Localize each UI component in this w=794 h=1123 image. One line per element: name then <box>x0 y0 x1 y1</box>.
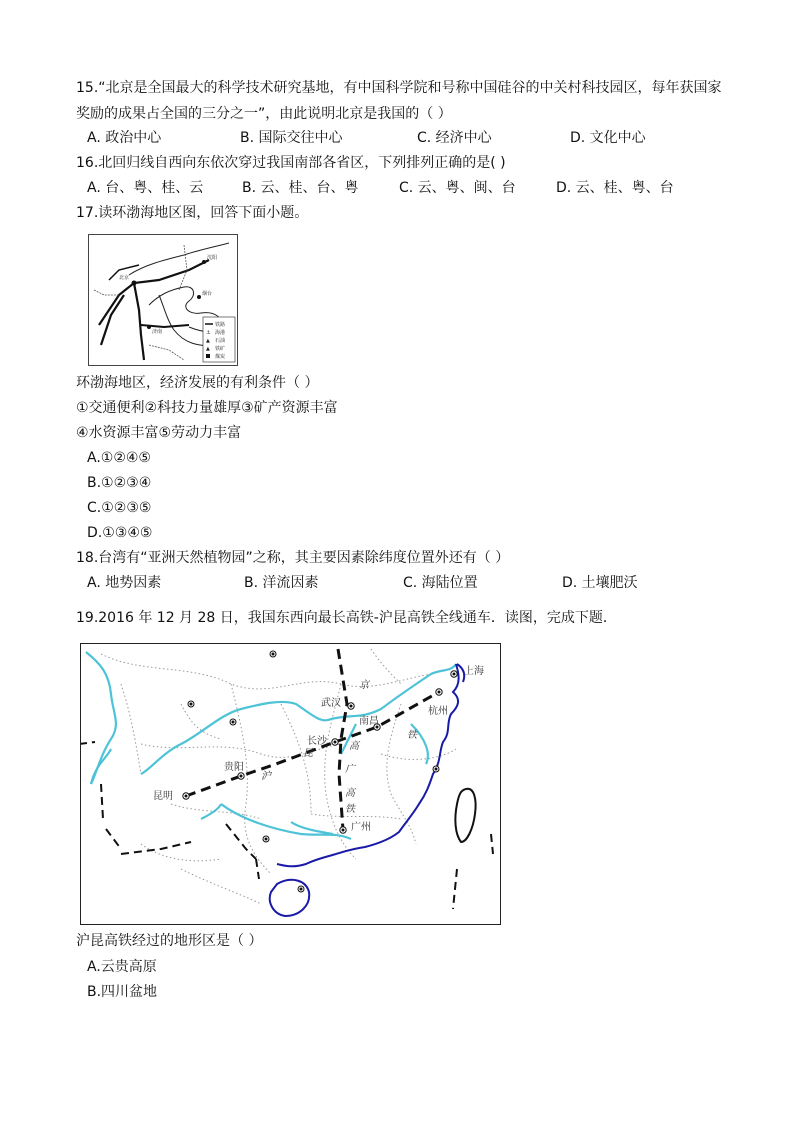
q19-option-b: B.四川盆地 <box>87 984 158 1000</box>
tie1-label: 铁 <box>407 730 417 741</box>
q17-sub-question: 环渤海地区，经济发展的有利条件（ ） <box>76 375 319 391</box>
jing-label: 京 <box>359 680 369 691</box>
kunming-label: 昆明 <box>153 791 173 802</box>
q18-stem: 18.台湾有“亚洲天然植物园”之称，其主要因素除纬度位置外还有（ ） <box>76 550 510 566</box>
q19-option-a: A.云贵高原 <box>87 959 157 975</box>
q19-stem: 19.2016 年 12 月 28 日，我国东西向最长高铁-沪昆高铁全线通车．读图，完成下题． <box>76 610 617 626</box>
gao2-label: 高 <box>345 788 355 799</box>
legend-oil: 石油 <box>215 338 226 344</box>
q18-option-a: A. 地势因素 <box>87 575 162 591</box>
beijing-label: 北京 <box>119 275 130 281</box>
q15-option-a: A. 政治中心 <box>87 130 162 146</box>
q15-stem-line1: 15.“北京是全国最大的科学技术研究基地，有中国科学院和号称中国硅谷的中关村科技园区，每年获国家 <box>76 80 722 96</box>
svg-text:▲: ▲ <box>206 338 210 344</box>
gao1-label: 高 <box>349 741 359 752</box>
q16-stem: 16.北回归线自西向东依次穿过我国南部各省区，下列排列正确的是( ) <box>76 155 506 171</box>
kun-label: 昆 <box>303 748 313 759</box>
q18-option-b: B. 洋流因素 <box>244 575 319 591</box>
wuhan-label: 武汉 <box>321 698 341 709</box>
q17-option-a: A.①②④⑤ <box>87 450 151 466</box>
q17-stem: 17.读环渤海地区图，回答下面小题。 <box>76 205 309 221</box>
q18-option-c: C. 海陆位置 <box>403 575 478 591</box>
q15-option-b: B. 国际交往中心 <box>240 130 343 146</box>
shenyang-label: 沈阳 <box>207 255 218 261</box>
guang-label: 广 <box>345 764 355 775</box>
legend-railway: 铁路 <box>215 322 226 328</box>
q17-option-d: D.①③④⑤ <box>87 525 153 541</box>
legend-port: 海港 <box>215 330 226 336</box>
guangzhou-label: 广州 <box>351 822 371 833</box>
q16-option-c: C. 云、粤、闽、台 <box>399 180 516 196</box>
q17-option-b: B.①②③④ <box>87 475 152 491</box>
q16-option-b: B. 云、桂、台、粤 <box>242 180 359 196</box>
legend-iron: 铁矿 <box>215 346 226 352</box>
hangzhou-label: 杭州 <box>428 706 448 717</box>
q19-sub-question: 沪昆高铁经过的地形区是（ ） <box>76 933 263 949</box>
q17-option-c: C.①②③⑤ <box>87 500 152 516</box>
bohai-region-map <box>88 234 238 366</box>
shanghai-label: 上海 <box>464 666 484 677</box>
q17-conditions-2: ④水资源丰富⑤劳动力丰富 <box>76 425 242 441</box>
q17-conditions-1: ①交通便利②科技力量雄厚③矿产资源丰富 <box>76 400 338 416</box>
jinan-label: 济南 <box>152 329 163 335</box>
q15-option-d: D. 文化中心 <box>570 130 646 146</box>
svg-text:▲: ▲ <box>206 346 210 352</box>
q15-stem-line2: 奖励的成果占全国的三分之一”，由此说明北京是我国的（ ） <box>76 106 452 122</box>
q15-option-c: C. 经济中心 <box>417 130 492 146</box>
huokun-railway-map <box>80 643 501 925</box>
q16-option-a: A. 台、粤、桂、云 <box>87 180 204 196</box>
tie2-label: 铁 <box>345 804 355 815</box>
changsha-label: 长沙 <box>307 736 327 747</box>
guiyang-label: 贵阳 <box>224 762 244 773</box>
nanchang-label: 南昌 <box>359 716 379 727</box>
hu-label: 沪 <box>261 771 271 782</box>
svg-text:⚓: ⚓ <box>206 330 211 336</box>
q18-option-d: D. 土壤肥沃 <box>562 575 638 591</box>
legend-coal: 煤炭 <box>215 354 226 360</box>
q16-option-d: D. 云、桂、粤、台 <box>556 180 674 196</box>
yantai-label: 烟台 <box>202 291 213 297</box>
